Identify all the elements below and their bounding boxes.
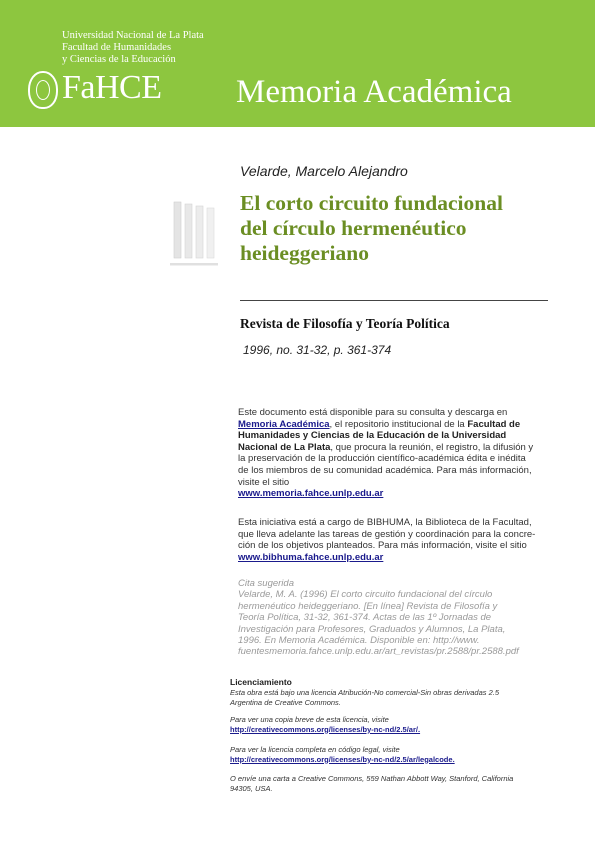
bibhuma-text: Esta iniciativa está a cargo de BIBHUMA, la Biblioteca de la Facultad, que lleva adelante las tareas de gestión y coordinación para la concre- ción de los objetivos planteados. Para más información, visite el sitio www.bibhuma.fahce.unlp.edu.ar bbox=[238, 517, 546, 563]
license-title: Licenciamiento bbox=[230, 677, 292, 687]
books-logo-icon bbox=[168, 200, 220, 270]
availability-text: Este documento está disponible para su consulta y descarga en Memoria Académica, el repositorio institucional de la Facultad de Humanidades y Ciencias de la Educación de la Universidad Nacional de La Plata, que procura la reunión, el registro, la difusión y la preservación de la producción científico-académica édita e inédita de los miembros de su comunidad académica. Para más información, visite el sitio www.memoria.fahce.unlp.edu.ar bbox=[238, 407, 546, 500]
document-title bbox=[240, 191, 580, 266]
title-line: El corto circuito fundacional bbox=[240, 191, 503, 215]
faculty-name-continued: y Ciencias de la Educación bbox=[62, 54, 176, 65]
license-mail: O envíe una carta a Creative Commons, 559 Nathan Abbott Way, Stanford, California 94305, USA. bbox=[230, 774, 514, 793]
citation-label: Cita sugerida bbox=[238, 578, 294, 589]
repository-name: Memoria Académica bbox=[236, 74, 512, 110]
title-line: del círculo hermenéutico bbox=[240, 216, 467, 240]
university-name: Universidad Nacional de La Plata bbox=[62, 30, 204, 41]
university-seal-icon bbox=[28, 71, 58, 109]
license-full: Para ver la licencia completa en código legal, visite http://creativecommons.org/licenses/by-nc-nd/2.5/ar/legalcode. bbox=[230, 745, 550, 764]
fahce-logo: FaHCE bbox=[62, 69, 162, 106]
memoria-url-link[interactable]: www.memoria.fahce.unlp.edu.ar bbox=[238, 488, 384, 500]
journal-name: Revista de Filosofía y Teoría Política bbox=[240, 316, 450, 331]
suggested-citation: Cita sugerida Velarde, M. A. (1996) El corto circuito fundacional del círculo hermenéutico heideggeriano. [En línea] Revista de Filosofía y Teoría Política, 31-32, 361-374. Actas de las 1º Jornadas de Investigación para Profesores, Graduados y Alumnos, La Plata, 1996. En Memoria Académica. Disponible en: http://www. fuentesmemoria.fahce.unlp.edu.ar/art_revistas/pr.2588/pr.2588.pdf bbox=[238, 578, 548, 658]
license-full-link[interactable]: http://creativecommons.org/licenses/by-nc-nd/2.5/ar/legalcode. bbox=[230, 754, 455, 764]
title-line: heideggeriano bbox=[240, 241, 369, 265]
memoria-link[interactable]: Memoria Académica bbox=[238, 418, 330, 430]
license-short-link[interactable]: http://creativecommons.org/licenses/by-nc-nd/2.5/ar/. bbox=[230, 724, 421, 734]
bibhuma-url-link[interactable]: www.bibhuma.fahce.unlp.edu.ar bbox=[238, 551, 384, 563]
license-short: Para ver una copia breve de esta licencia, visite http://creativecommons.org/licenses/by-nc-nd/2.5/ar/. bbox=[230, 715, 550, 734]
issue-info: 1996, no. 31-32, p. 361-374 bbox=[243, 343, 392, 357]
author-name: Velarde, Marcelo Alejandro bbox=[240, 163, 408, 179]
header-banner bbox=[0, 0, 595, 127]
faculty-name: Facultad de Humanidades bbox=[62, 42, 172, 53]
divider bbox=[240, 300, 548, 301]
license-intro: Esta obra está bajo una licencia Atribución-No comercial-Sin obras derivadas 2.5 Argentina de Creative Commons. bbox=[230, 688, 500, 707]
